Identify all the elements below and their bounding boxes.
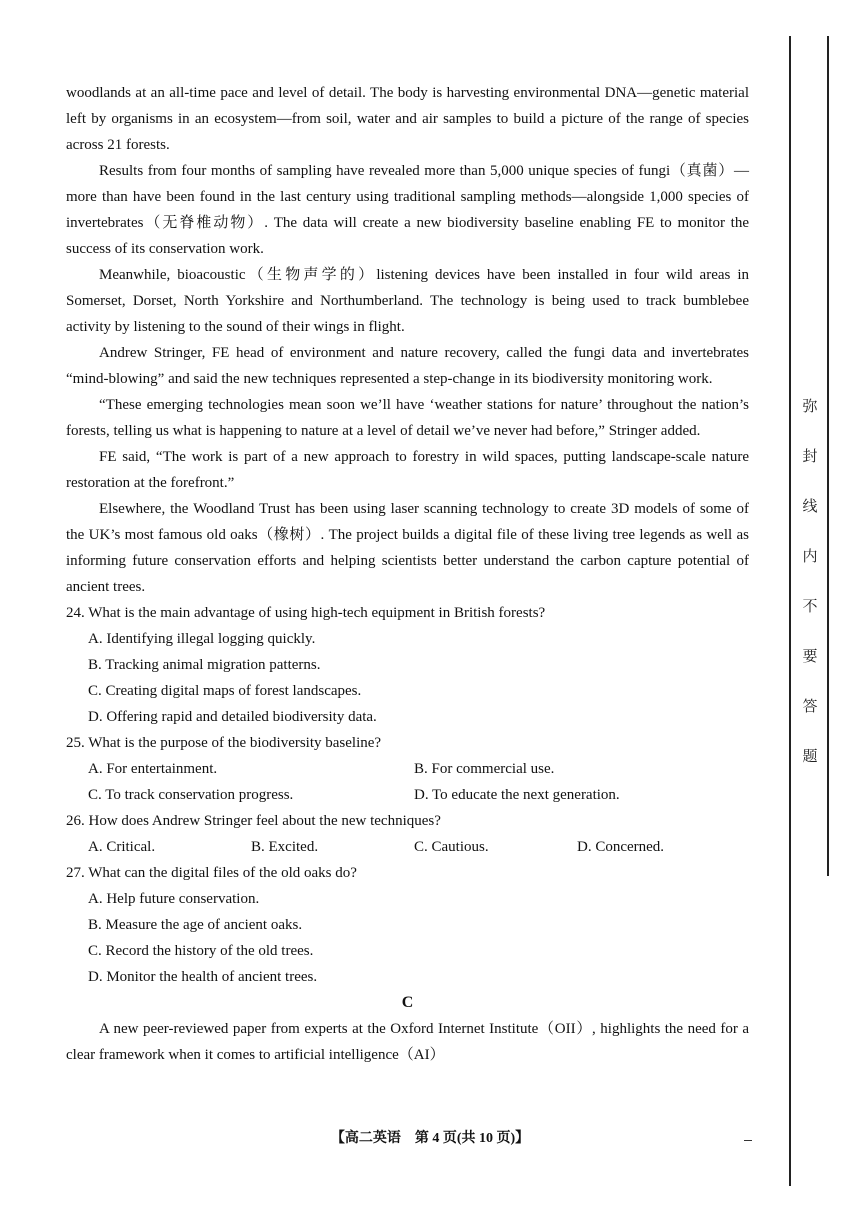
passage-paragraph: Andrew Stringer, FE head of environment and nature recovery, called the fungi data and invertebrates “mind-blowing” and said the new techniques represented a step-change in its biodiversity monitoring work. — [66, 345, 749, 387]
question-26 — [66, 808, 749, 860]
seal-char: 内 — [802, 549, 818, 565]
option-b: B. Measure the age of ancient oaks. — [88, 917, 303, 933]
seal-char: 题 — [802, 749, 818, 765]
option-d: D. Concerned. — [577, 839, 665, 855]
seal-char: 答 — [802, 699, 818, 715]
passage-paragraph: FE said, “The work is part of a new approach to forestry in wild spaces, putting landscape-scale nature restoration at the forefront.” — [66, 449, 749, 491]
option-c: C. Creating digital maps of forest landscapes. — [88, 683, 362, 699]
passage-paragraph: woodlands at an all-time pace and level of detail. The body is harvesting environmental DNA—genetic material left by organisms in an ecosystem—from soil, water and air samples to build a picture of the range of species across 21 forests. — [66, 85, 749, 153]
option-d: D. Offering rapid and detailed biodiversity data. — [88, 709, 377, 725]
option-b: B. Tracking animal migration patterns. — [88, 657, 321, 673]
question-27 — [66, 860, 749, 990]
question-stem: 27. What can the digital files of the old oaks do? — [66, 865, 357, 881]
option-d: D. To educate the next generation. — [414, 787, 620, 803]
option-a: A. Help future conservation. — [88, 891, 260, 907]
question-24 — [66, 600, 749, 730]
seal-char: 要 — [802, 649, 818, 665]
seal-warning — [798, 398, 822, 766]
option-c: C. Cautious. — [414, 839, 489, 855]
page-content — [66, 80, 749, 1068]
page-footer: 【高二英语 第 4 页(共 10 页)】 — [330, 1131, 530, 1146]
seal-char: 弥 — [802, 399, 818, 415]
seal-char: 线 — [802, 499, 818, 515]
question-stem: 26. How does Andrew Stringer feel about the new techniques? — [66, 813, 441, 829]
option-a: A. Identifying illegal logging quickly. — [88, 631, 316, 647]
corner-mark — [744, 1140, 752, 1141]
options-row — [88, 782, 749, 808]
question-stem: 24. What is the main advantage of using high-tech equipment in British forests? — [66, 605, 546, 621]
passage-paragraph: Results from four months of sampling have revealed more than 5,000 unique species of fungi（真菌）—more than have been found in the last century using traditional sampling methods—alongside 1,000 species of invertebrates（无脊椎动物）. The data will create a new biodiversity baseline enabling FE to monitor the success of its conservation work. — [66, 163, 749, 257]
option-b: B. For commercial use. — [414, 761, 555, 777]
option-c: C. Record the history of the old trees. — [88, 943, 314, 959]
options-row — [88, 756, 749, 782]
seal-line-inner — [789, 36, 791, 1186]
option-c: C. To track conservation progress. — [88, 787, 294, 803]
passage-paragraph: “These emerging technologies mean soon we’ll have ‘weather stations for nature’ throughout the nation’s forests, telling us what is happening to nature at a level of detail we’ve never had before,” Stringer added. — [66, 397, 749, 439]
seal-char: 不 — [802, 599, 818, 615]
option-d: D. Monitor the health of ancient trees. — [88, 969, 318, 985]
seal-char: 封 — [802, 449, 818, 465]
question-stem: 25. What is the purpose of the biodiversity baseline? — [66, 735, 382, 751]
seal-line-outer — [827, 36, 829, 876]
passage-paragraph: A new peer-reviewed paper from experts at the Oxford Internet Institute（OII）, highlights the need for a clear framework when it comes to artificial intelligence（AI） — [66, 1021, 749, 1063]
options-row — [88, 834, 749, 860]
passage-paragraph: Elsewhere, the Woodland Trust has been using laser scanning technology to create 3D models of some of the UK’s most famous old oaks（橡树）. The project builds a digital file of these living tree legends as well as informing future conservation efforts and helping scientists better understand the carbon capture potential of ancient trees. — [66, 501, 749, 595]
option-a: A. For entertainment. — [88, 761, 218, 777]
option-a: A. Critical. — [88, 839, 156, 855]
passage-paragraph: Meanwhile, bioacoustic（生物声学的）listening devices have been installed in four wild areas in Somerset, Dorset, North Yorkshire and Northumberland. The technology is being used to track bumblebee activity by listening to the sound of their wings in flight. — [66, 267, 749, 335]
option-b: B. Excited. — [251, 839, 319, 855]
section-heading: C — [401, 994, 414, 1011]
question-25 — [66, 730, 749, 808]
